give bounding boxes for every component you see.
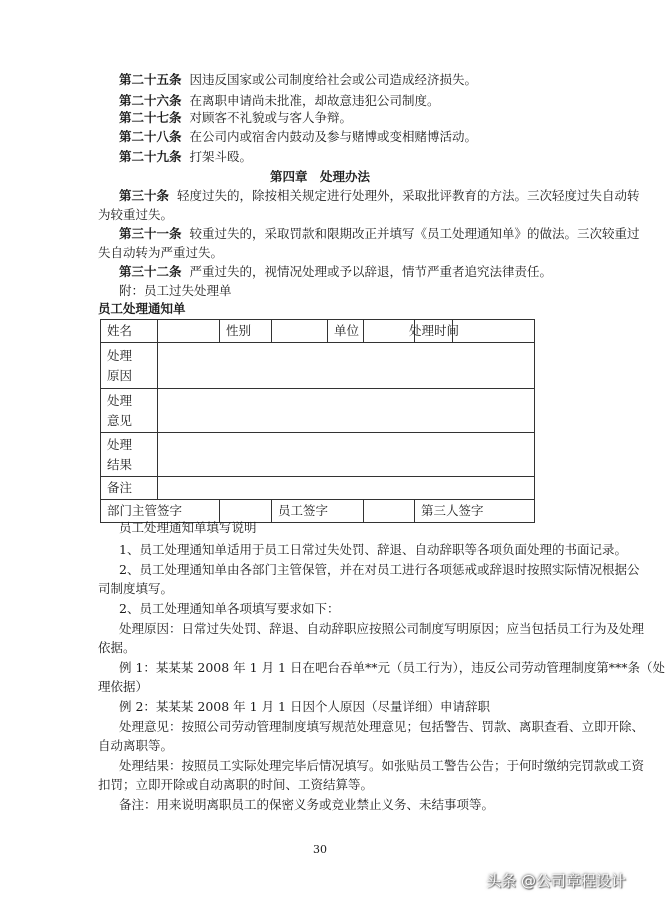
third-party-signature[interactable]: 第三人签字 bbox=[415, 500, 535, 523]
employee-signature-field[interactable] bbox=[364, 500, 415, 523]
article-text: 对顾客不礼貌或与客人争辩。 bbox=[189, 110, 352, 125]
article-number: 第二十五条 bbox=[119, 72, 182, 87]
article-30-line-2: 为较重过失。 bbox=[98, 207, 174, 222]
article-28 bbox=[119, 129, 477, 145]
reason-instruction-line-2: 依据。 bbox=[98, 640, 136, 655]
instructions-p2-line-1: 2、员工处理通知单由各部门主管保管，并在对员工进行各项惩戒或辞退时按照实际情况根据公 bbox=[119, 562, 640, 577]
article-32 bbox=[119, 264, 552, 280]
article-text: 在离职申请尚未批准，却故意违犯公司制度。 bbox=[189, 93, 440, 108]
result-field[interactable] bbox=[158, 433, 535, 477]
attachment-note: 附：员工过失处理单 bbox=[119, 283, 232, 298]
article-25 bbox=[119, 72, 477, 88]
article-number: 第三十条 bbox=[119, 188, 170, 203]
article-26 bbox=[119, 93, 439, 109]
article-text: 在公司内或宿舍内鼓动及参与赌博或变相赌博活动。 bbox=[189, 129, 477, 144]
remark-label: 备注 bbox=[101, 477, 158, 500]
result-label: 处理 结果 bbox=[101, 433, 158, 477]
article-text: 因违反国家或公司制度给社会或公司造成经济损失。 bbox=[189, 72, 477, 87]
name-label: 姓名 bbox=[101, 320, 158, 343]
reason-instruction-line-1: 处理原因：日常过失处罚、辞退、自动辞职应按照公司制度写明原因；应当包括员工行为及处理 bbox=[119, 621, 645, 636]
time-field[interactable] bbox=[453, 320, 535, 343]
instructions-p3: 2、员工处理通知单各项填写要求如下： bbox=[119, 601, 340, 616]
article-29 bbox=[119, 149, 252, 165]
remark-instruction: 备注：用来说明离职员工的保密义务或竞业禁止义务、未结事项等。 bbox=[119, 797, 495, 812]
example-1-line-1: 例 1：某某某 2008 年 1 月 1 日在吧台吞单**元（员工行为），违反公司劳动管理制度第***条（处 bbox=[119, 660, 665, 675]
article-30-line-1 bbox=[119, 188, 639, 204]
article-text: 打架斗殴。 bbox=[189, 149, 252, 164]
gender-label: 性别 bbox=[220, 320, 272, 343]
reason-label: 处理 原因 bbox=[101, 343, 158, 389]
gender-field[interactable] bbox=[272, 320, 328, 343]
article-number: 第三十一条 bbox=[119, 226, 182, 241]
opinion-instruction-line-2: 自动离职等。 bbox=[98, 738, 174, 753]
article-27 bbox=[119, 110, 352, 126]
unit-field[interactable] bbox=[364, 320, 415, 343]
opinion-field[interactable] bbox=[158, 389, 535, 433]
opinion-instruction-line-1: 处理意见：按照公司劳动管理制度填写规范处理意见；包括警告、罚款、离职查看、立即开除、 bbox=[119, 719, 645, 734]
article-31-line-2: 失自动转为严重过失。 bbox=[98, 245, 224, 260]
chapter-title: 第四章 处理办法 bbox=[269, 169, 370, 184]
time-label: 处理时间 bbox=[415, 320, 453, 343]
article-number: 第二十九条 bbox=[119, 149, 182, 164]
article-text: 严重过失的，视情况处理或予以辞退，情节严重者追究法律责任。 bbox=[189, 264, 552, 279]
example-1-line-2: 理依据） bbox=[98, 679, 149, 694]
article-text: 较重过失的，采取罚款和限期改正并填写《员工处理通知单》的做法。三次较重过 bbox=[189, 226, 640, 241]
page-number: 30 bbox=[313, 843, 327, 856]
form-title: 员工处理通知单 bbox=[98, 301, 186, 316]
employee-notice-form bbox=[100, 319, 535, 523]
article-text: 轻度过失的，除按相关规定进行处理外，采取批评教育的方法。三次轻度过失自动转 bbox=[176, 188, 640, 203]
employee-signature-label: 员工签字 bbox=[272, 500, 364, 523]
supervisor-signature-label: 部门主管签字 bbox=[101, 500, 220, 523]
result-instruction-line-2: 扣罚；立即开除或自动离职的时间、工资结算等。 bbox=[98, 777, 374, 792]
watermark: 头条 @公司章程设计 bbox=[486, 872, 626, 890]
name-field[interactable] bbox=[158, 320, 220, 343]
unit-label: 单位 bbox=[328, 320, 364, 343]
example-2: 例 2：某某某 2008 年 1 月 1 日因个人原因（尽量详细）申请辞职 bbox=[119, 699, 490, 714]
article-31-line-1 bbox=[119, 226, 639, 242]
instructions-title: 员工处理通知单填写说明 bbox=[119, 520, 257, 535]
result-instruction-line-1: 处理结果：按照员工实际处理完毕后情况填写。如张贴员工警告公告；于何时缴纳完罚款或工资 bbox=[119, 758, 645, 773]
instructions-p1: 1、员工处理通知单适用于员工日常过失处罚、辞退、自动辞职等各项负面处理的书面记录。 bbox=[119, 542, 627, 557]
remark-field[interactable] bbox=[158, 477, 535, 500]
reason-field[interactable] bbox=[158, 343, 535, 389]
article-number: 第三十二条 bbox=[119, 264, 182, 279]
article-number: 第二十八条 bbox=[119, 129, 182, 144]
instructions-p2-line-2: 司制度填写。 bbox=[98, 581, 174, 596]
article-number: 第二十六条 bbox=[119, 93, 182, 108]
article-number: 第二十七条 bbox=[119, 110, 182, 125]
opinion-label: 处理 意见 bbox=[101, 389, 158, 433]
